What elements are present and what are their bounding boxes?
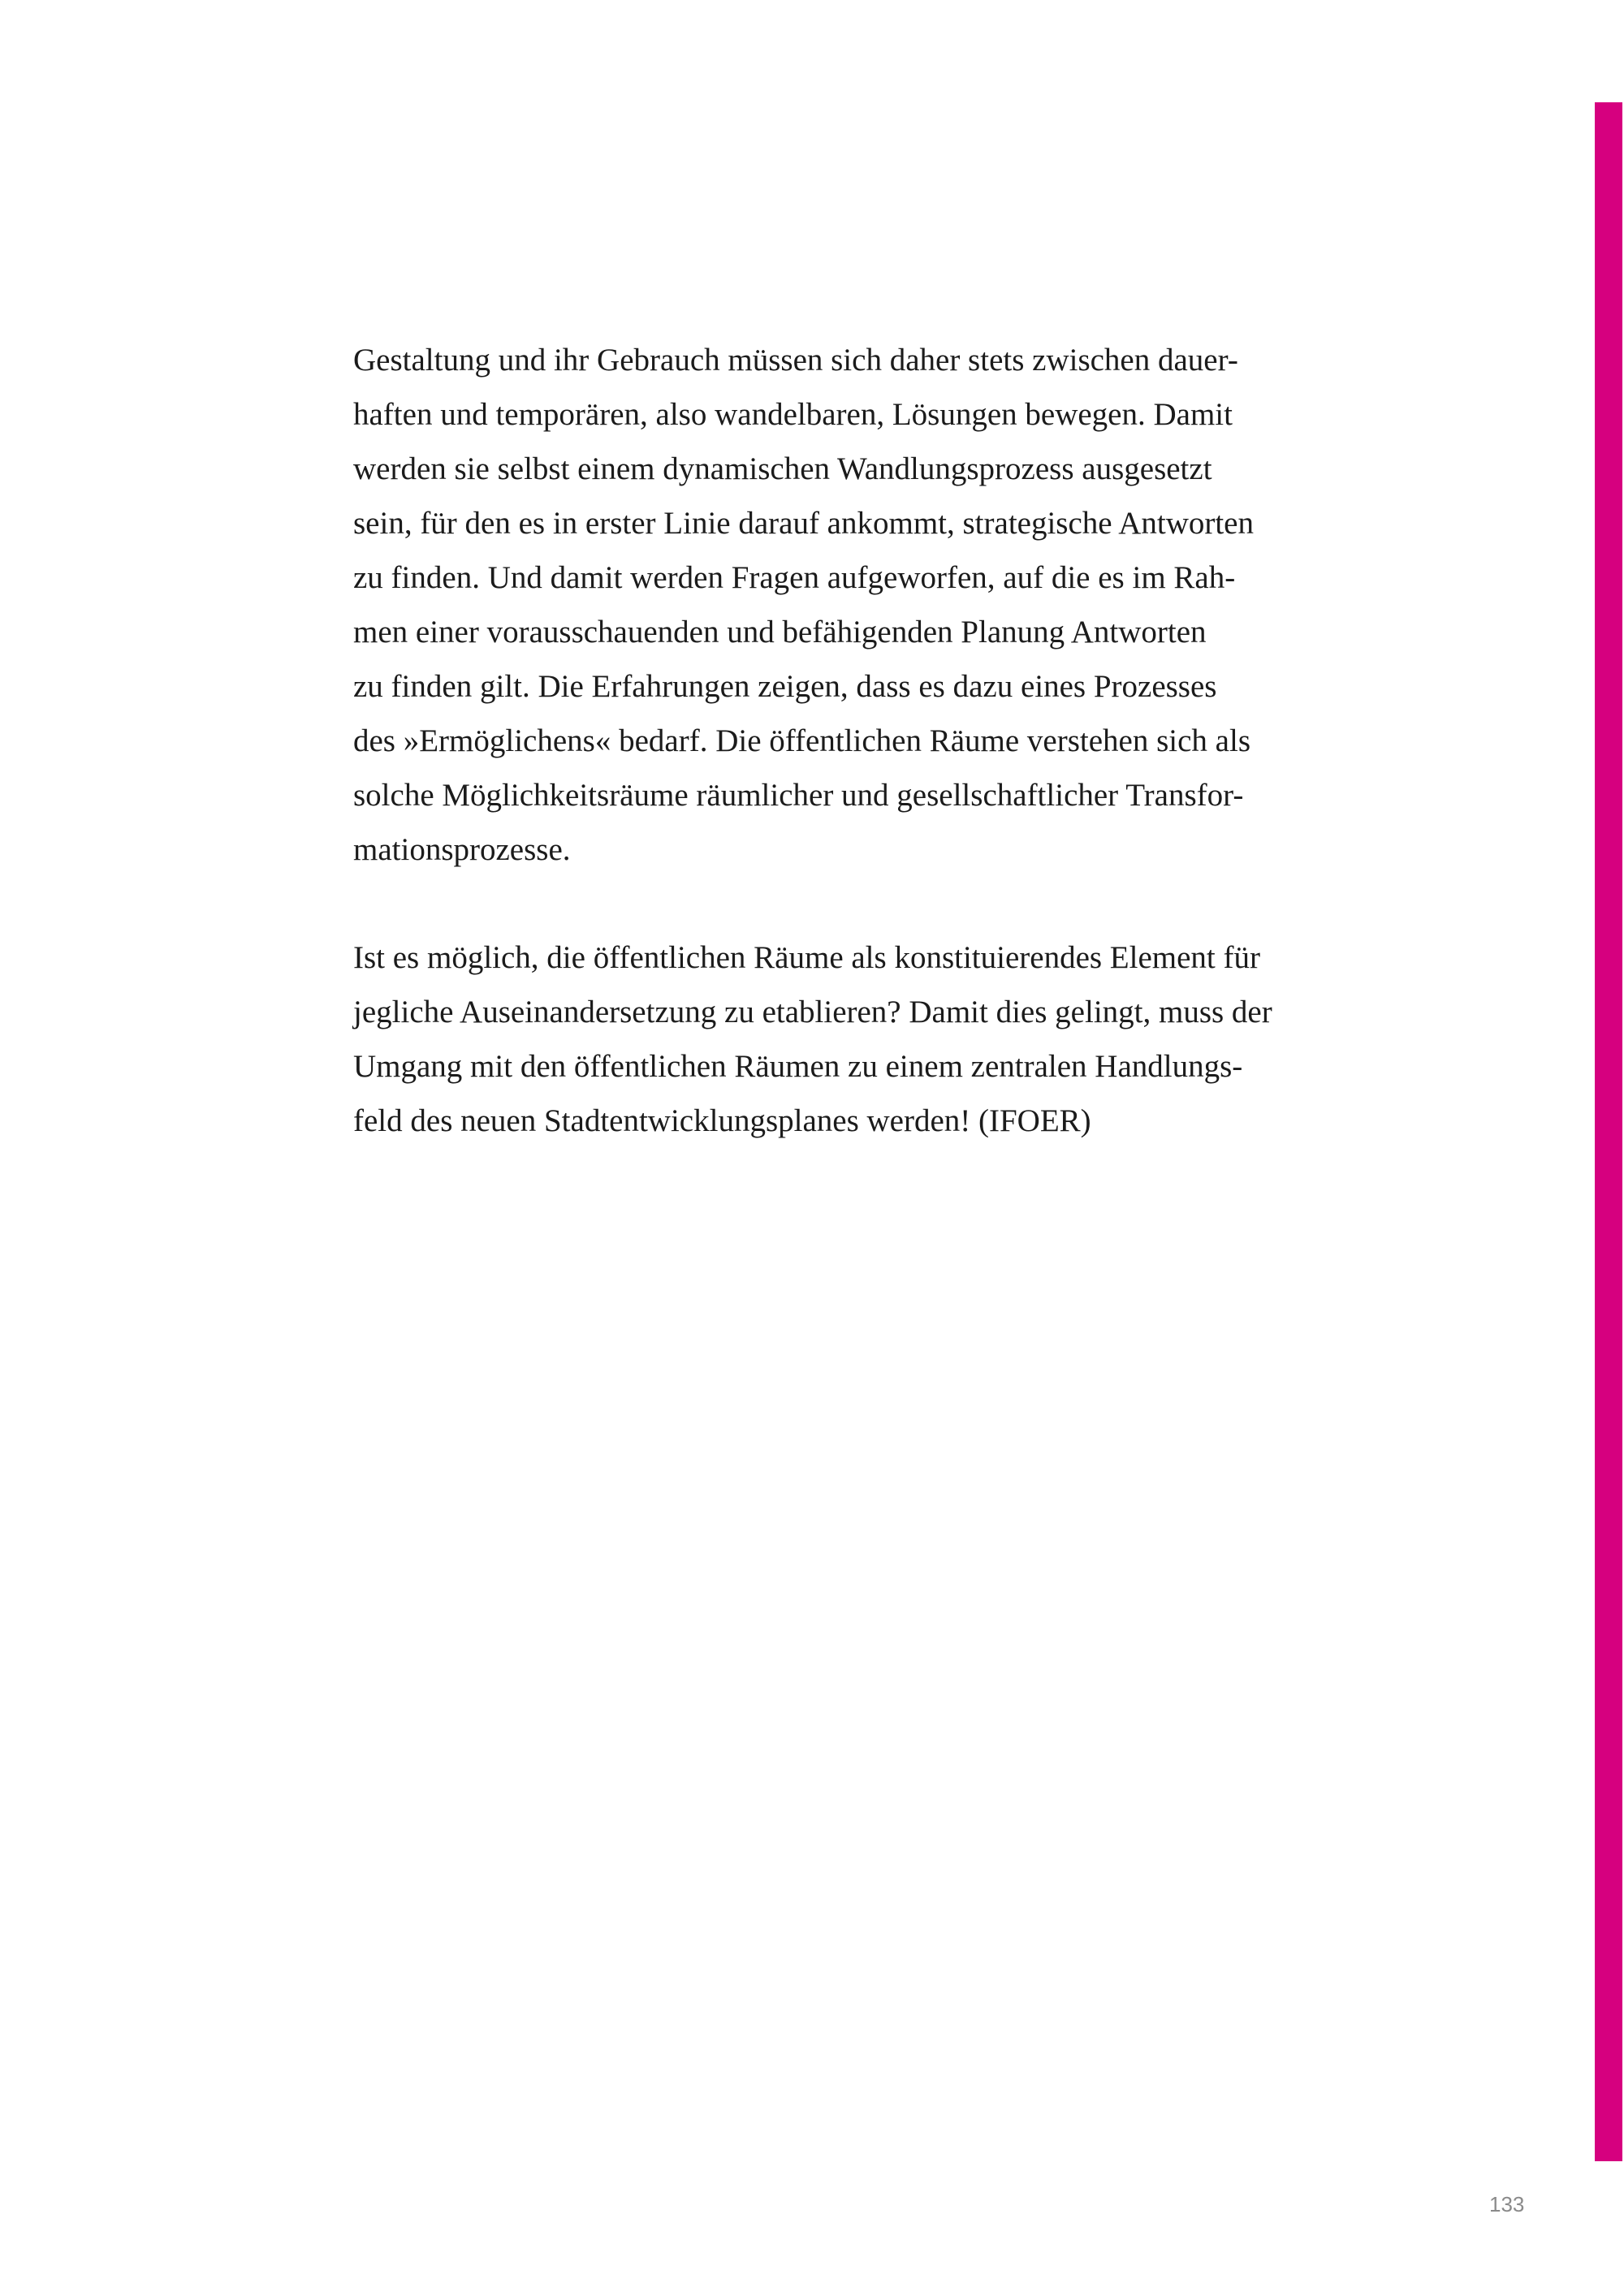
paragraph-line: sein, für den es in erster Linie darauf ankommt, strategische Antworten [353,506,1254,541]
accent-bar [1595,102,1622,2161]
paragraph-line: men einer vorausschauenden und befähigenden Planung Antworten [353,615,1207,650]
paragraph-line: feld des neuen Stadtentwicklungsplanes werden! (IFOER) [353,1103,1091,1138]
paragraph-line: zu finden gilt. Die Erfahrungen zeigen, dass es dazu eines Prozesses [353,669,1217,704]
paragraph-1 [353,333,1376,877]
body-text [353,333,1376,1148]
paragraph-line: Umgang mit den öffentlichen Räumen zu einem zentralen Handlungs- [353,1049,1243,1084]
paragraph-line: Ist es möglich, die öffentlichen Räume als konstituierendes Element für [353,940,1260,975]
paragraph-line: mationsprozesse. [353,832,571,867]
paragraph-line: haften und temporären, also wandelbaren, Lösungen bewegen. Damit [353,397,1233,432]
paragraph-line: werden sie selbst einem dynamischen Wandlungsprozess ausgesetzt [353,451,1212,486]
paragraph-2 [353,930,1376,1148]
paragraph-line: jegliche Auseinandersetzung zu etablieren? Damit dies gelingt, muss der [353,995,1272,1029]
paragraph-line: zu finden. Und damit werden Fragen aufgeworfen, auf die es im Rah- [353,560,1236,595]
paragraph-line: Gestaltung und ihr Gebrauch müssen sich daher stets zwischen dauer- [353,343,1238,378]
page-number: 133 [1489,2192,1525,2216]
paragraph-line: solche Möglichkeitsräume räumlicher und gesellschaftlicher Transfor- [353,778,1244,813]
paragraph-line: des »Ermöglichens« bedarf. Die öffentlichen Räume verstehen sich als [353,723,1251,758]
